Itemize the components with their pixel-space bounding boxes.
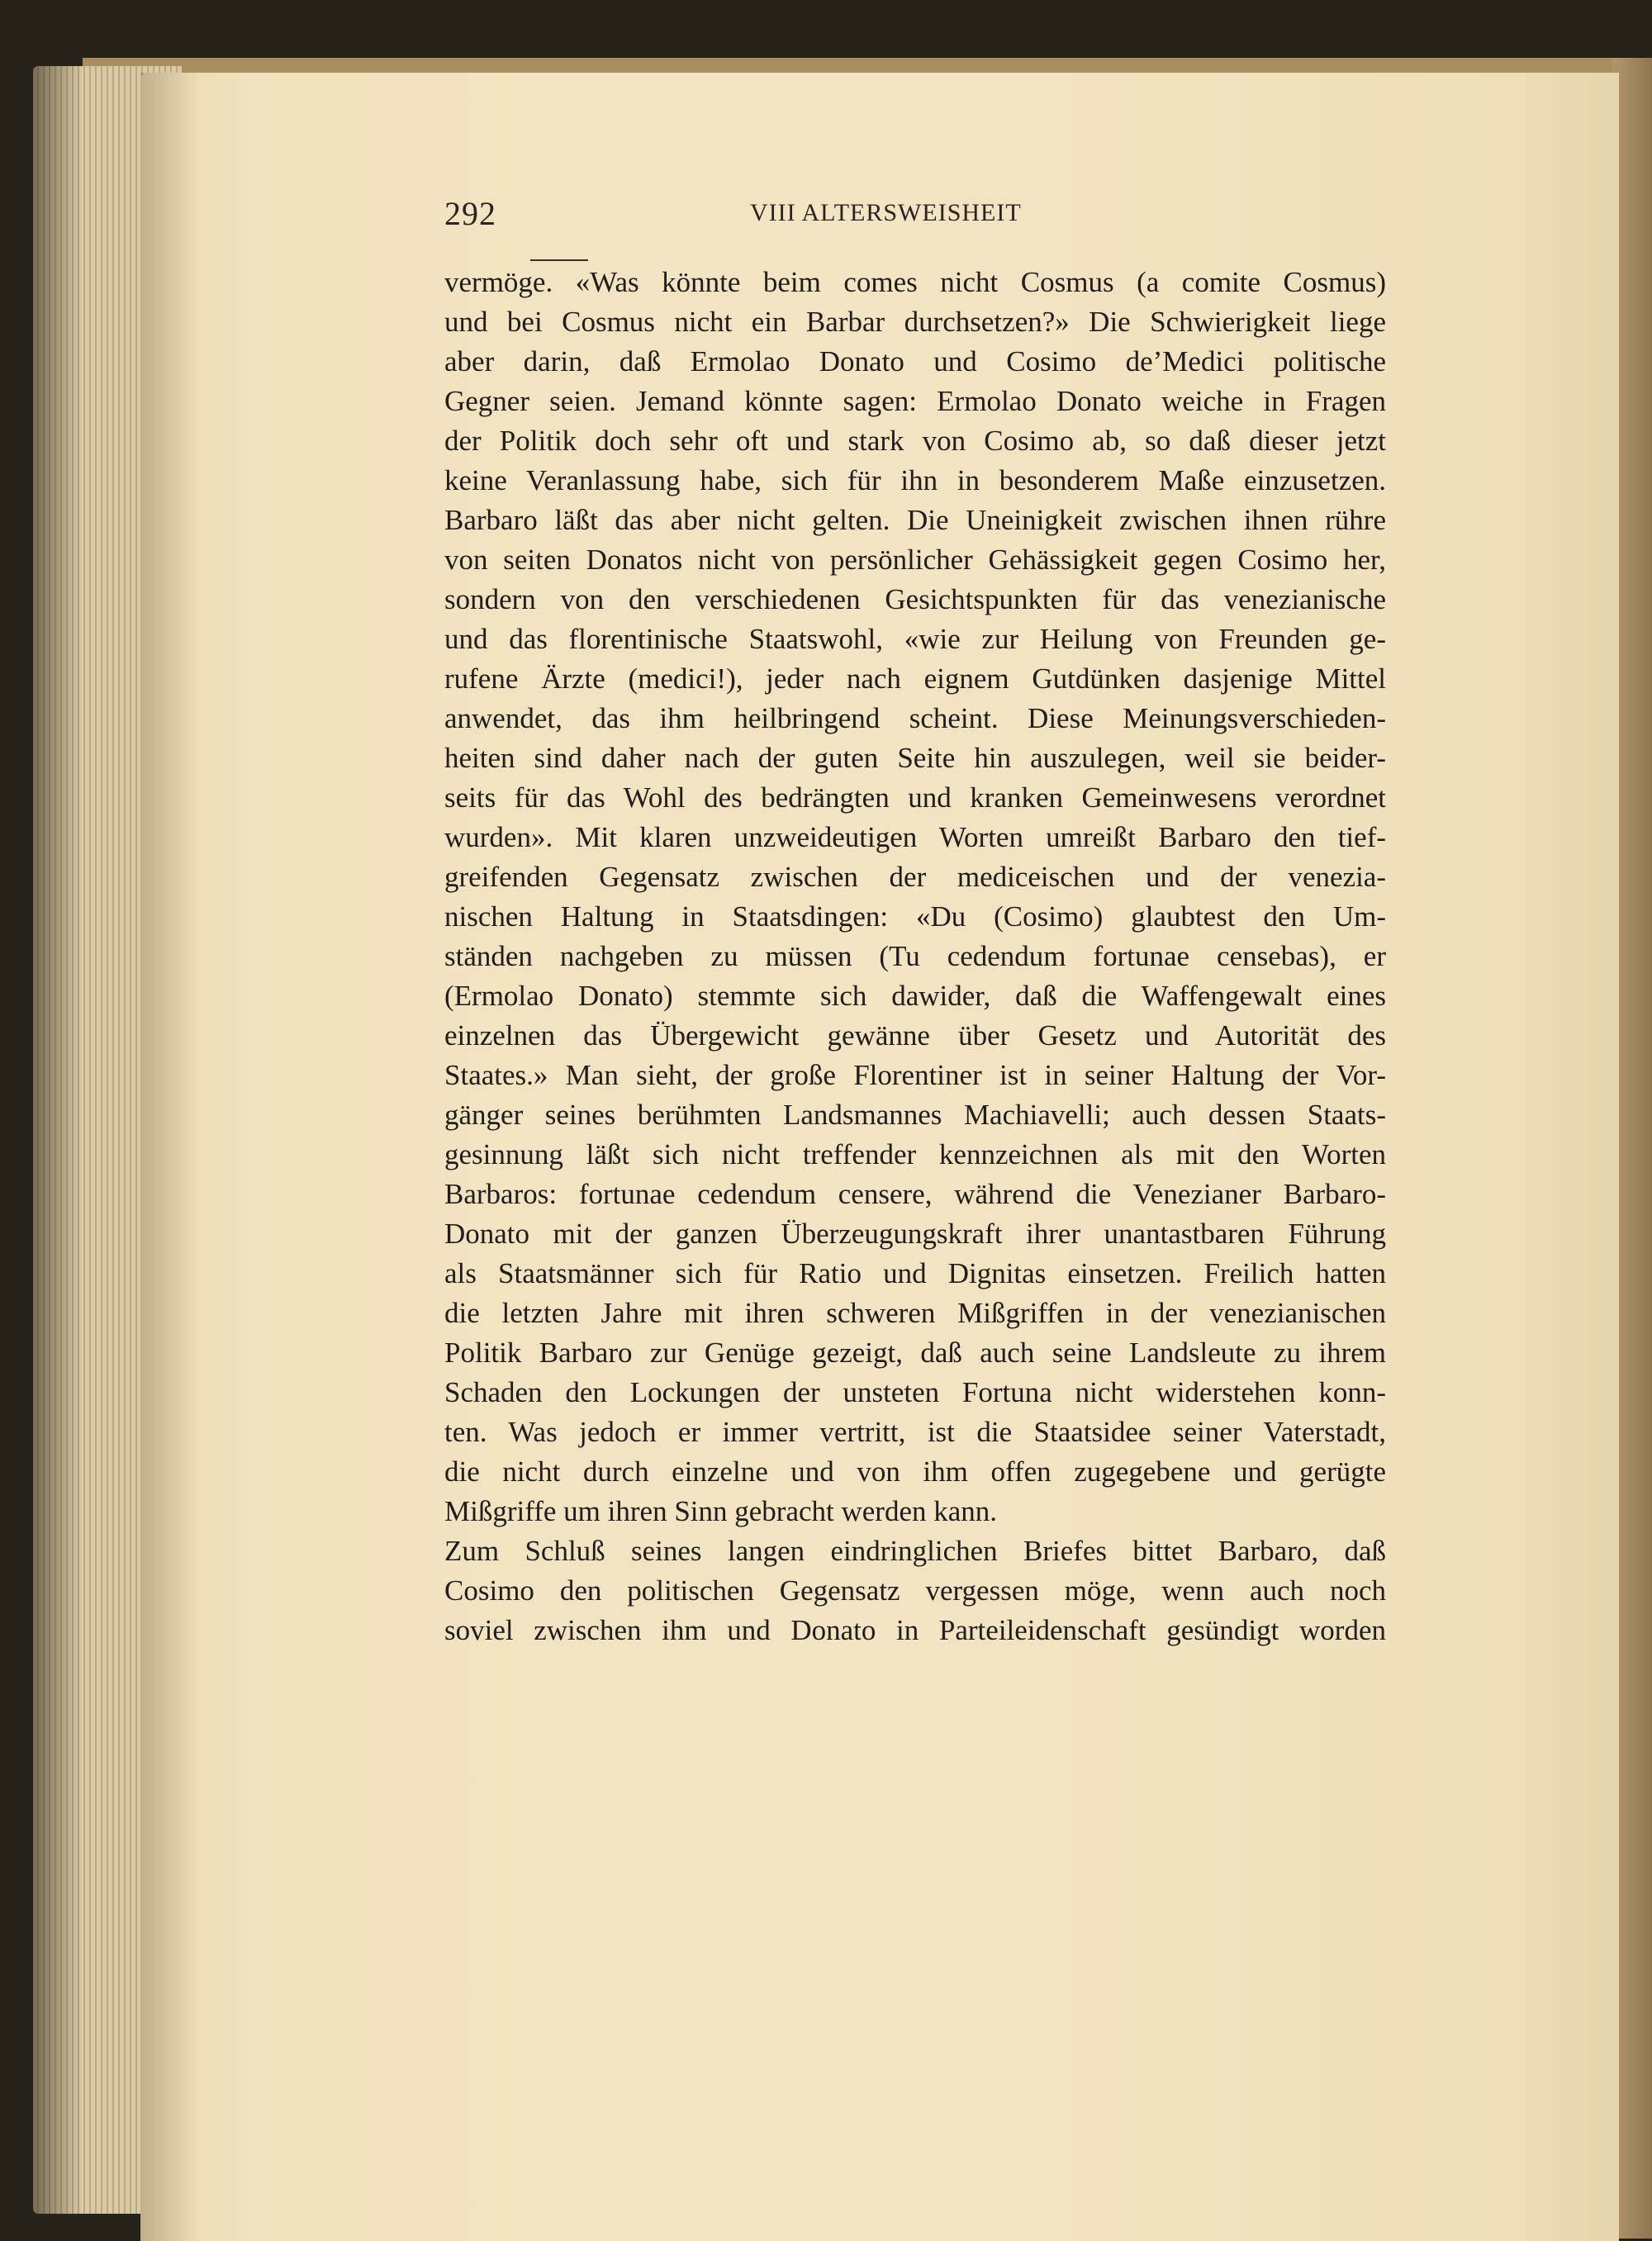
text-line: soviel zwischen ihm und Donato in Parteileidenschaft gesündigt worden	[444, 1614, 1386, 1646]
text-line: Barbaros: fortunae cedendum censere, während die Venezianer Barbaro-	[444, 1178, 1386, 1210]
text-line: Staates.» Man sieht, der große Florentiner ist in seiner Haltung der Vor-	[444, 1059, 1386, 1091]
text-line: die letzten Jahre mit ihren schweren Mißgriffen in der venezianischen	[444, 1297, 1386, 1329]
running-head	[444, 194, 1386, 244]
text-line: Zum Schluß seines langen eindringlichen Briefes bittet Barbaro, daß	[444, 1535, 1386, 1567]
text-line: seits für das Wohl des bedrängten und kranken Gemeinwesens verordnet	[444, 781, 1386, 814]
text-line: Cosimo den politischen Gegensatz vergessen möge, wenn auch noch	[444, 1574, 1386, 1607]
text-line: einzelnen das Übergewicht gewänne über Gesetz und Autorität des	[444, 1019, 1386, 1052]
text-line: gänger seines berühmten Landsmannes Machiavelli; auch dessen Staats-	[444, 1099, 1386, 1131]
page-number: 292	[444, 195, 496, 232]
text-line: keine Veranlassung habe, sich für ihn in besonderem Maße einzusetzen.	[444, 464, 1386, 496]
body-text	[444, 263, 1386, 1650]
text-line: Donato mit der ganzen Überzeugungskraft ihrer unantastbaren Führung	[444, 1218, 1386, 1250]
page-stack-shadow	[33, 66, 83, 2214]
overline-mark	[530, 259, 588, 261]
text-line: heiten sind daher nach der guten Seite hin auszulegen, weil sie beider-	[444, 742, 1386, 774]
text-line: ten. Was jedoch er immer vertritt, ist die Staatsidee seiner Vaterstadt,	[444, 1416, 1386, 1448]
chapter-title: VIII ALTERSWEISHEIT	[750, 199, 1022, 226]
text-line: aber darin, daß Ermolao Donato und Cosimo de’Medici politische	[444, 345, 1386, 377]
text-line: wurden». Mit klaren unzweideutigen Worten umreißt Barbaro den tief-	[444, 821, 1386, 853]
text-line: nischen Haltung in Staatsdingen: «Du (Cosimo) glaubtest den Um-	[444, 900, 1386, 933]
text-line: anwendet, das ihm heilbringend scheint. Diese Meinungsverschieden-	[444, 702, 1386, 734]
text-line: die nicht durch einzelne und von ihm offen zugegebene und gerügte	[444, 1455, 1386, 1488]
gutter-shadow	[140, 73, 198, 2241]
text-line: Politik Barbaro zur Genüge gezeigt, daß auch seine Landsleute zu ihrem	[444, 1337, 1386, 1369]
text-line: von seiten Donatos nicht von persönlicher Gehässigkeit gegen Cosimo her,	[444, 544, 1386, 576]
text-line: Barbaro läßt das aber nicht gelten. Die Uneinigkeit zwischen ihnen rühre	[444, 504, 1386, 536]
text-line: sondern von den verschiedenen Gesichtspunkten für das venezianische	[444, 583, 1386, 615]
text-line: greifenden Gegensatz zwischen der mediceischen und der venezia-	[444, 861, 1386, 893]
text-line: der Politik doch sehr oft und stark von Cosimo ab, so daß dieser jetzt	[444, 425, 1386, 457]
text-line: und das florentinische Staatswohl, «wie zur Heilung von Freunden ge-	[444, 623, 1386, 655]
text-line: ständen nachgeben zu müssen (Tu cedendum fortunae censebas), er	[444, 940, 1386, 972]
text-line: vermöge. «Was könnte beim comes nicht Cosmus (a comite Cosmus)	[444, 266, 1386, 298]
text-line: rufene Ärzte (medici!), jeder nach eignem Gutdünken dasjenige Mittel	[444, 662, 1386, 695]
text-line: Gegner seien. Jemand könnte sagen: Ermolao Donato weiche in Fragen	[444, 385, 1386, 417]
text-line: gesinnung läßt sich nicht treffender kennzeichnen als mit den Worten	[444, 1138, 1386, 1170]
text-line: Mißgriffe um ihren Sinn gebracht werden kann.	[444, 1495, 998, 1527]
text-line: und bei Cosmus nicht ein Barbar durchsetzen?» Die Schwierigkeit liege	[444, 306, 1386, 338]
text-line: (Ermolao Donato) stemmte sich dawider, daß die Waffengewalt eines	[444, 980, 1386, 1012]
text-line: als Staatsmänner sich für Ratio und Dignitas einsetzen. Freilich hatten	[444, 1257, 1386, 1289]
text-line: Schaden den Lockungen der unsteten Fortuna nicht widerstehen konn-	[444, 1376, 1386, 1408]
